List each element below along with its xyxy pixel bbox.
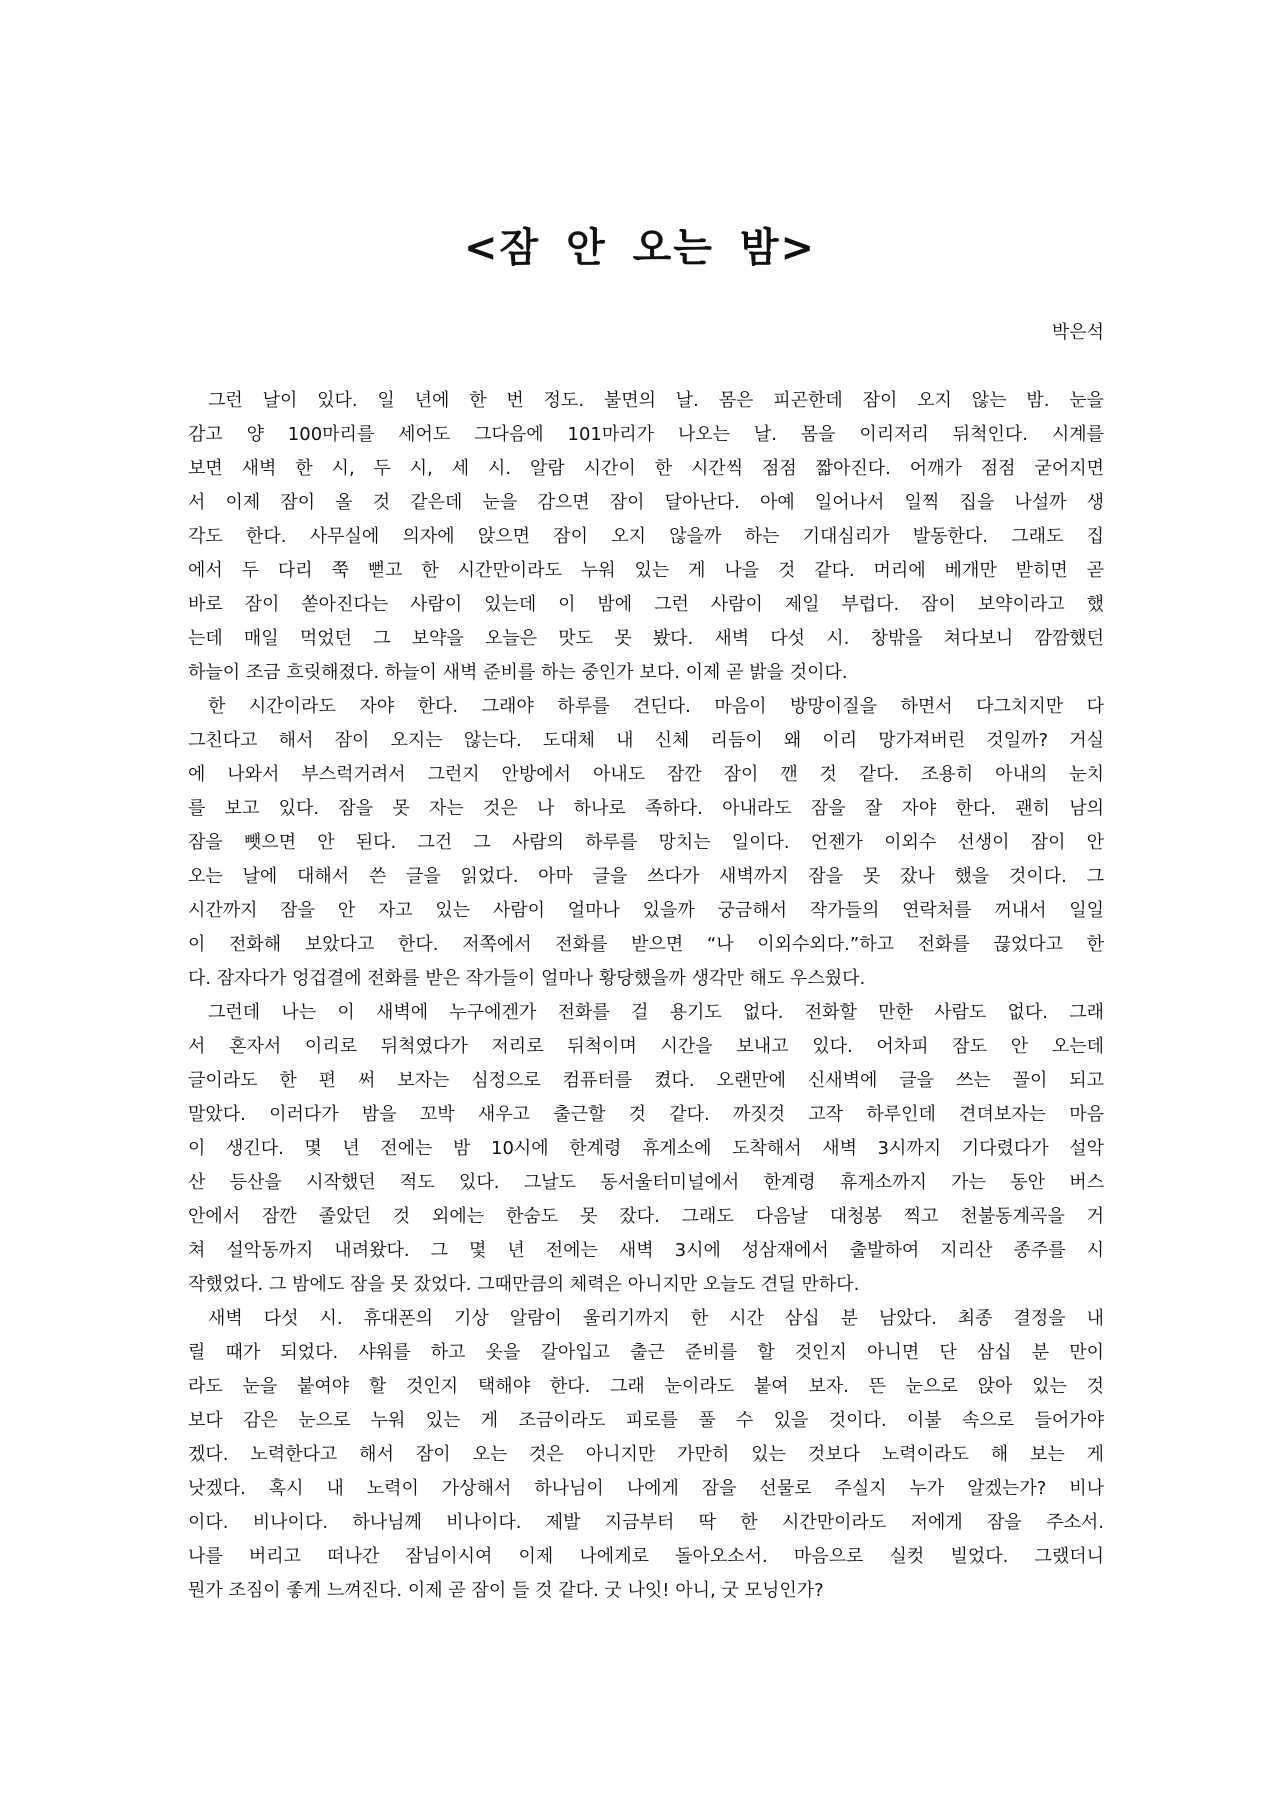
text-line: 잠을 뺏으면 안 된다. 그건 그 사람의 하루를 망치는 일이다. 언젠가 이외수 선생이 잠이 안	[188, 832, 1104, 853]
text-line: 서 이제 잠이 올 것 같은데 눈을 감으면 잠이 달아난다. 아예 일어나서 일찍 집을 나설까 생	[188, 492, 1104, 513]
text-line: 감고 양 100마리를 세어도 그다음에 101마리가 나오는 날. 몸을 이리저리 뒤척인다. 시계를	[188, 424, 1104, 445]
text-line: 서 혼자서 이리로 뒤척였다가 저리로 뒤척이며 시간을 보내고 있다. 어차피 잠도 안 오는데	[188, 1036, 1104, 1057]
paragraph	[188, 384, 1104, 690]
text-line: 를 보고 있다. 잠을 못 자는 것은 나 하나로 족하다. 아내라도 잠을 잘 자야 한다. 괜히 남의	[188, 798, 1104, 819]
text-line: 산 등산을 시작했던 적도 있다. 그날도 동서울터미널에서 한계령 휴게소까지 가는 동안 버스	[188, 1172, 1104, 1193]
text-line: 각도 한다. 사무실에 의자에 앉으면 잠이 오지 않을까 하는 기대심리가 발동한다. 그래도 집	[188, 526, 1104, 547]
text-line: 오는 날에 대해서 쓴 글을 읽었다. 아마 글을 쓰다가 새벽까지 잠을 못 잤나 했을 것이다. 그	[188, 866, 1104, 887]
text-line: 보다 감은 눈으로 누워 있는 게 조금이라도 피로를 풀 수 있을 것이다. 이불 속으로 들어가야	[188, 1410, 1104, 1431]
document-title: <잠 안 오는 밤>	[463, 225, 816, 271]
text-line: 에서 두 다리 쭉 뻗고 한 시간만이라도 누워 있는 게 나을 것 같다. 머리에 베개만 받히면 곧	[188, 560, 1104, 581]
text-line: 라도 눈을 붙여야 할 것인지 택해야 한다. 그래 눈이라도 붙여 보자. 뜬 눈으로 앉아 있는 것	[188, 1376, 1104, 1397]
text-line: 겠다. 노력한다고 해서 잠이 오는 것은 아니지만 가만히 있는 것보다 노력이라도 해 보는 게	[188, 1444, 1104, 1465]
text-line: 새벽 다섯 시. 휴대폰의 기상 알람이 울리기까지 한 시간 삼십 분 남았다. 최종 결정을 내	[208, 1308, 1104, 1329]
text-line: 다. 잠자다가 엉겁결에 전화를 받은 작가들이 얼마나 황당했을까 생각만 해도 우스웠다.	[188, 968, 866, 989]
text-line: 뭔가 조짐이 좋게 느껴진다. 이제 곧 잠이 들 것 같다. 굿 나잇! 아니, 굿 모닝인가?	[188, 1580, 824, 1601]
text-line: 이 생긴다. 몇 년 전에는 밤 10시에 한계령 휴게소에 도착해서 새벽 3시까지 기다렸다가 설악	[188, 1138, 1104, 1159]
text-line: 글이라도 한 편 써 보자는 심정으로 컴퓨터를 켰다. 오랜만에 신새벽에 글을 쓰는 꼴이 되고	[188, 1070, 1104, 1091]
text-line: 보면 새벽 한 시, 두 시, 세 시. 알람 시간이 한 시간씩 점점 짧아진다. 어깨가 점점 굳어지면	[188, 458, 1104, 479]
paragraph	[188, 690, 1104, 996]
paragraph	[188, 1302, 1104, 1608]
essay-body	[188, 384, 1104, 1608]
text-line: 그런데 나는 이 새벽에 누구에겐가 전화를 걸 용기도 없다. 전화할 만한 사람도 없다. 그래	[208, 1002, 1104, 1023]
text-line: 는데 매일 먹었던 그 보약을 오늘은 맛도 못 봤다. 새벽 다섯 시. 창밖을 쳐다보니 깜깜했던	[188, 628, 1104, 649]
author-name: 박은석	[1051, 322, 1104, 343]
text-line: 쳐 설악동까지 내려왔다. 그 몇 년 전에는 새벽 3시에 성삼재에서 출발하여 지리산 종주를 시	[188, 1240, 1104, 1261]
text-line: 바로 잠이 쏟아진다는 사람이 있는데 이 밤에 그런 사람이 제일 부럽다. 잠이 보약이라고 했	[188, 594, 1104, 615]
text-line: 한 시간이라도 자야 한다. 그래야 하루를 견딘다. 마음이 방망이질을 하면서 다그치지만 다	[208, 696, 1104, 717]
text-line: 나를 버리고 떠나간 잠님이시여 이제 나에게로 돌아오소서. 마음으로 실컷 빌었다. 그랬더니	[188, 1546, 1104, 1567]
text-line: 그런 날이 있다. 일 년에 한 번 정도. 불면의 날. 몸은 피곤한데 잠이 오지 않는 밤. 눈을	[208, 390, 1104, 411]
text-line: 말았다. 이러다가 밤을 꼬박 새우고 출근할 것 같다. 까짓것 고작 하루인데 견뎌보자는 마음	[188, 1104, 1104, 1125]
text-line: 이 전화해 보았다고 한다. 저쪽에서 전화를 받으면 “나 이외수외다.”하고 전화를 끊었다고 한	[188, 934, 1104, 955]
text-line: 릴 때가 되었다. 샤워를 하고 옷을 갈아입고 출근 준비를 할 것인지 아니면 단 삼십 분 만이	[188, 1342, 1104, 1363]
paragraph	[188, 996, 1104, 1302]
text-line: 낫겠다. 혹시 내 노력이 가상해서 하나님이 나에게 잠을 선물로 주실지 누가 알겠는가? 비나	[188, 1478, 1104, 1499]
text-line: 안에서 잠깐 졸았던 것 외에는 한숨도 못 잤다. 그래도 다음날 대청봉 찍고 천불동계곡을 거	[188, 1206, 1104, 1227]
text-line: 에 나와서 부스럭거려서 그런지 안방에서 아내도 잠깐 잠이 깬 것 같다. 조용히 아내의 눈치	[188, 764, 1104, 785]
text-line: 시간까지 잠을 안 자고 있는 사람이 얼마나 있을까 궁금해서 작가들의 연락처를 꺼내서 일일	[188, 900, 1104, 921]
text-line: 하늘이 조금 흐릿해졌다. 하늘이 새벽 준비를 하는 중인가 보다. 이제 곧 밝을 것이다.	[188, 662, 848, 683]
text-line: 그친다고 해서 잠이 오지는 않는다. 도대체 내 신체 리듬이 왜 이리 망가져버린 것일까? 거실	[188, 730, 1104, 751]
text-line: 이다. 비나이다. 하나님께 비나이다. 제발 지금부터 딱 한 시간만이라도 저에게 잠을 주소서.	[188, 1512, 1104, 1533]
text-line: 작했었다. 그 밤에도 잠을 못 잤었다. 그때만큼의 체력은 아니지만 오늘도 견딜 만하다.	[188, 1274, 860, 1295]
